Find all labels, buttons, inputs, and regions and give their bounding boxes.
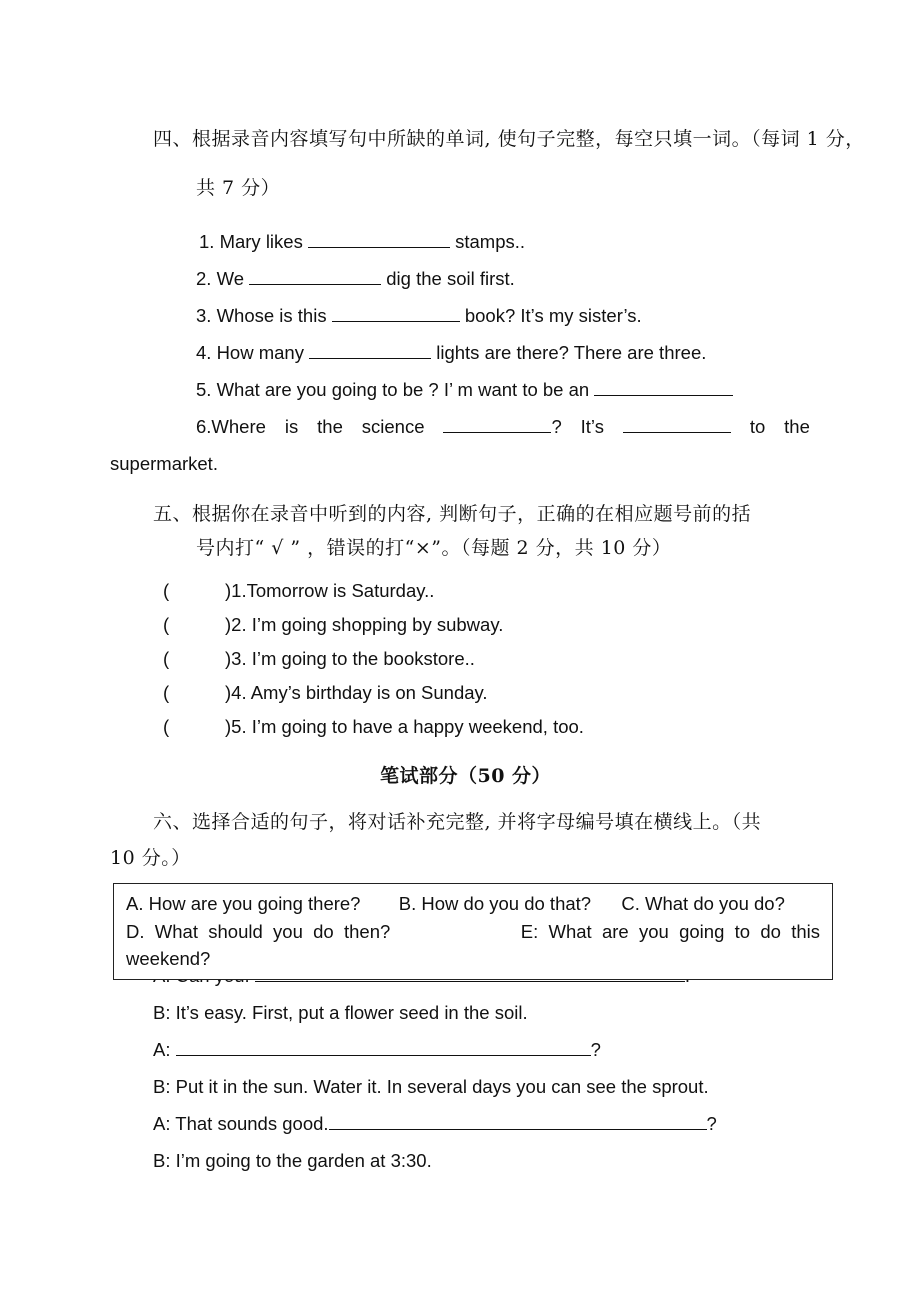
fill-item-2-before: 2. We [196,268,250,289]
fill-item-1 [199,231,525,253]
fill-blank-4[interactable] [309,344,431,359]
fill-item-6-continuation: supermarket. [110,453,218,474]
fill-item-4 [196,342,706,364]
judge-item-4 [163,682,488,704]
dialogue-line-2: B: It’s easy. First, put a flower seed in the soil. [153,1002,528,1023]
options-row-3 [126,948,820,970]
fill-blank-1[interactable] [308,233,450,248]
section6-title-line2: 10 分。） [110,847,191,869]
fill-item-5-before: 5. What are you going to be ? I’ m want to be an [196,379,595,400]
judge-item-1 [163,580,434,602]
fill-item-4-before: 4. How many [196,342,310,363]
judge-item-3-text: )3. I’m going to the bookstore.. [225,648,475,669]
fill-item-5 [196,379,733,401]
fill-item-3-before: 3. Whose is this [196,305,332,326]
section4-title-line1: 四、根据录音内容填写句中所缺的单词, 使句子完整，每空只填一词。（每词 1 分， [153,128,865,150]
fill-item-3 [196,305,642,327]
answer-bracket-3[interactable]: ( [163,648,170,669]
fill-item-6-word: to [749,416,766,437]
options-row-2 [126,921,820,943]
option-a: A. How are you going there? [126,893,361,914]
fill-item-2 [196,268,515,290]
answer-bracket-5[interactable]: ( [163,716,170,737]
dialogue-line-5 [153,1113,717,1135]
judge-item-5-text: )5. I’m going to have a happy weekend, too. [225,716,584,737]
section5-title-line1: 五、根据你在录音中听到的内容, 判断句子，正确的在相应题号前的括 [153,503,752,525]
dialogue-line-4: B: Put it in the sun. Water it. In several days you can see the sprout. [153,1076,709,1097]
dialogue-line-3-before: A: [153,1039,176,1060]
fill-item-2-after: dig the soil first. [381,268,515,289]
dialogue-line-5-after: ? [706,1113,717,1134]
fill-blank-6b[interactable] [623,418,731,433]
dialogue-blank-2[interactable] [176,1041,591,1056]
answer-bracket-4[interactable]: ( [163,682,170,703]
fill-item-1-after: stamps.. [449,231,526,252]
fill-item-6 [196,416,810,438]
dialogue-line-3-after: ? [590,1039,601,1060]
dialogue-line-6: B: I’m going to the garden at 3:30. [153,1150,432,1171]
dialogue-blank-3[interactable] [329,1115,707,1130]
written-part-heading: 笔试部分（50 分） [380,765,552,787]
fill-blank-3[interactable] [332,307,460,322]
answer-bracket-1[interactable]: ( [163,580,170,601]
fill-item-4-after: lights are there? There are three. [431,342,707,363]
option-d: D. What should you do then? [126,921,391,942]
fill-item-6-word: is [284,416,299,437]
judge-item-5 [163,716,584,738]
answer-bracket-2[interactable]: ( [163,614,170,635]
judge-item-3 [163,648,475,670]
option-e: E: What are you going to do this [520,921,820,942]
fill-item-6-word: ? [551,416,562,437]
judge-item-2-text: )2. I’m going shopping by subway. [225,614,504,635]
fill-item-6-word: science [361,416,425,437]
fill-item-6-word: 6.Where [196,416,266,437]
fill-blank-5[interactable] [594,381,733,396]
judge-item-4-text: )4. Amy’s birthday is on Sunday. [225,682,488,703]
fill-item-6-word: the [317,416,343,437]
fill-blank-2[interactable] [249,270,381,285]
fill-item-1-before: 1. Mary likes [199,231,308,252]
section5-title-line2: 号内打“ √ ” ，错误的打“×”。（每题 2 分，共 10 分） [196,537,672,559]
options-box [113,883,833,980]
judge-item-1-text: )1.Tomorrow is Saturday.. [225,580,435,601]
fill-item-6-word: It’s [580,416,604,437]
option-c: C. What do you do? [621,893,785,914]
dialogue-line-3 [153,1039,601,1061]
fill-item-3-after: book? It’s my sister’s. [459,305,642,326]
option-e-continued: weekend? [126,948,211,969]
fill-item-6-word: the [784,416,810,437]
dialogue-line-5-before: A: That sounds good. [153,1113,329,1134]
judge-item-2 [163,614,503,636]
fill-blank-6a[interactable] [443,418,551,433]
option-b: B. How do you do that? [398,893,592,914]
section6-title-line1: 六、选择合适的句子，将对话补充完整, 并将字母编号填在横线上。（共 [153,811,762,833]
section4-title-line2: 共 7 分） [196,177,281,199]
options-row-1 [126,893,820,915]
